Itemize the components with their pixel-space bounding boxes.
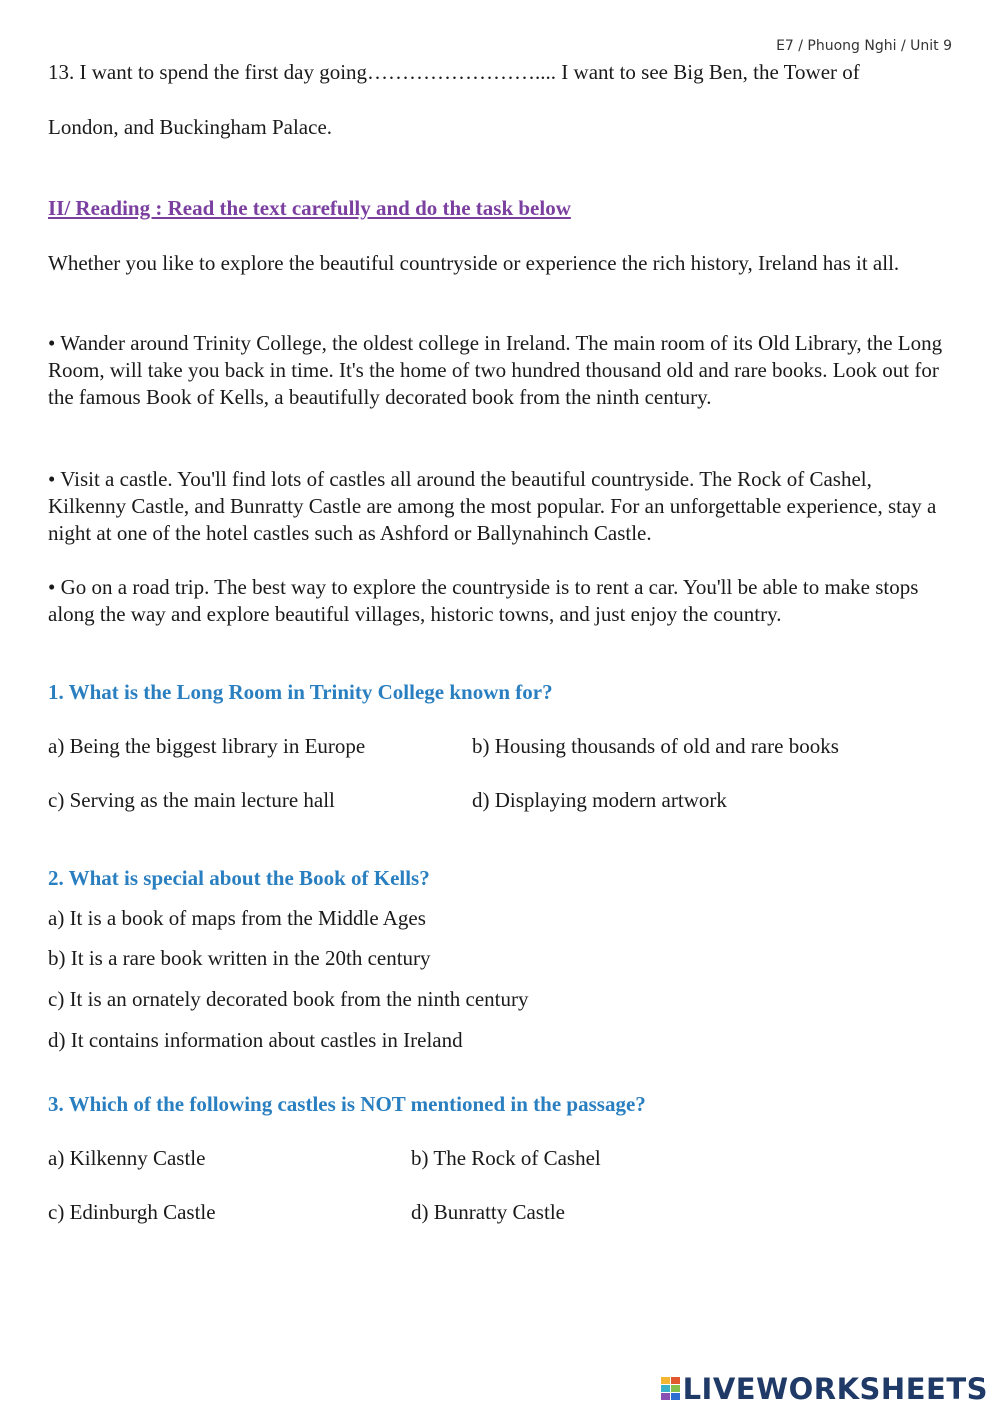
exercise-13-line-1: 13. I want to spend the first day going…………………….... I want to see Big Ben, the Tower of	[48, 60, 860, 84]
question-1: 1. What is the Long Room in Trinity College known for?	[48, 680, 553, 704]
question-2: 2. What is special about the Book of Kells?	[48, 866, 430, 890]
q3-option-d[interactable]: d) Bunratty Castle	[411, 1200, 565, 1224]
liveworksheets-logo-text: LIVEWORKSHEETS	[682, 1372, 988, 1406]
reading-intro: Whether you like to explore the beautiful countryside or experience the rich history, Ireland has it all.	[48, 251, 900, 275]
q3-option-c[interactable]: c) Edinburgh Castle	[48, 1200, 216, 1224]
q3-option-b[interactable]: b) The Rock of Cashel	[411, 1146, 601, 1170]
reading-bullet-trinity: • Wander around Trinity College, the oldest college in Ireland. The main room of its Old Library, the Long Room, will take you back in time. It's the home of two hundred thousand old and rare books. Look out for the famous Book of Kells, a beautifully decorated book from the ninth century.	[48, 331, 943, 409]
q2-option-a[interactable]: a) It is a book of maps from the Middle Ages	[48, 906, 426, 930]
q2-option-b[interactable]: b) It is a rare book written in the 20th century	[48, 946, 431, 970]
q1-option-d[interactable]: d) Displaying modern artwork	[472, 788, 727, 812]
q1-option-b[interactable]: b) Housing thousands of old and rare books	[472, 734, 839, 758]
q3-option-a[interactable]: a) Kilkenny Castle	[48, 1146, 206, 1170]
q2-option-d[interactable]: d) It contains information about castles in Ireland	[48, 1028, 463, 1052]
reading-bullet-castle: • Visit a castle. You'll find lots of castles all around the beautiful countryside. The Rock of Cashel, Kilkenny Castle, and Bunratty Castle are among the most popular. For an unforgettable experience, stay a night at one of the hotel castles such as Ashford or Ballynahinch Castle.	[48, 467, 937, 545]
q1-option-a[interactable]: a) Being the biggest library in Europe	[48, 734, 366, 758]
q1-option-c[interactable]: c) Serving as the main lecture hall	[48, 788, 335, 812]
liveworksheets-logo-icon	[661, 1377, 681, 1401]
exercise-13-line-2: London, and Buckingham Palace.	[48, 115, 333, 139]
q2-option-c[interactable]: c) It is an ornately decorated book from the ninth century	[48, 987, 529, 1011]
reading-bullet-road-trip: • Go on a road trip. The best way to explore the countryside is to rent a car. You'll be able to make stops along the way and explore beautiful villages, historic towns, and just enjoy the country.	[48, 575, 919, 626]
liveworksheets-logo	[661, 1372, 988, 1406]
question-3: 3. Which of the following castles is NOT mentioned in the passage?	[48, 1092, 646, 1116]
section-title: II/ Reading : Read the text carefully and do the task below	[48, 196, 571, 220]
page-header: E7 / Phuong Nghi / Unit 9	[776, 38, 952, 54]
